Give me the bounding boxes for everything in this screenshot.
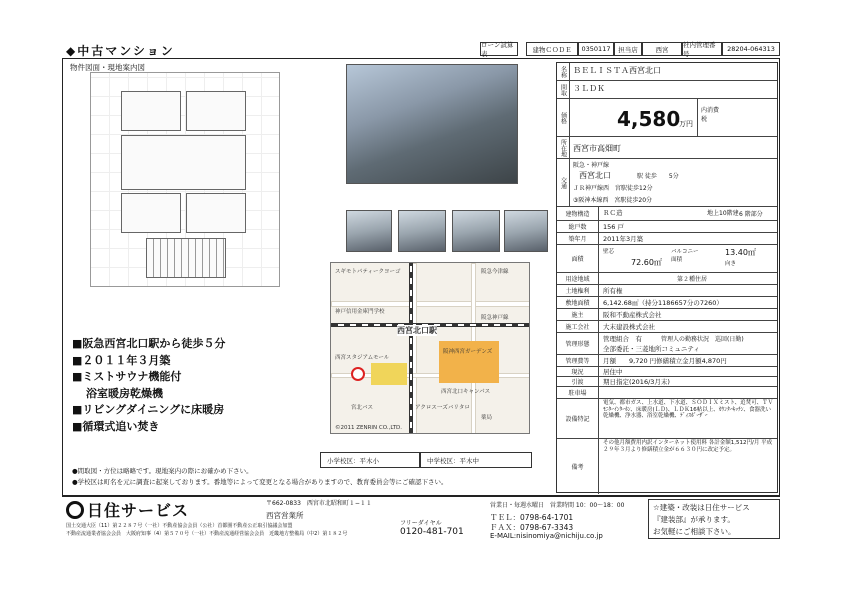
photo-thumb-3 — [452, 210, 500, 252]
handover-label: 引渡 — [557, 377, 599, 386]
map-label: 阪神西宮ガーデンズ — [443, 349, 493, 355]
map-copyright: ©2011 ZENRIN CO.,LTD. — [335, 425, 403, 431]
parking-label: 駐車場 — [557, 387, 599, 398]
area: 72.60㎡ — [631, 258, 662, 267]
map-label: アクロス一ズバリタロ — [415, 405, 470, 411]
status-label: 現況 — [557, 367, 599, 376]
section-label: 物件図面・現地案内図 — [70, 63, 145, 72]
loan-box: ローン試算表 — [480, 42, 518, 56]
property-code: 0350117 — [578, 42, 614, 56]
area-type: 壁芯 — [603, 249, 615, 255]
property-code-label: 建物ＣＯＤＥ — [526, 42, 578, 56]
layout-label: 間取 — [557, 81, 570, 98]
school-elementary: 小学校区：平木小 — [320, 452, 420, 468]
footer-office: 西宮営業所 — [266, 511, 304, 520]
units-label: 総戸数 — [557, 221, 599, 232]
map-label: スギモトパティークヨーゴ — [335, 269, 401, 275]
mgmt-label: 管理形態 — [557, 333, 599, 354]
structure-label: 建物構造 — [557, 207, 599, 220]
branch: 西宮 — [642, 42, 682, 56]
footer-email[interactable]: E-MAIL:nisinomiya@nichiju.co.jp — [490, 532, 603, 540]
footer-license: 国土交通大臣（11）第２２８７号（一社）不動産協会会員（公社）首都圏不動産公正取引協議会加盟 — [66, 523, 293, 529]
photo-thumb-1 — [346, 210, 392, 252]
map-station-label: 西宮北口駅 — [397, 326, 437, 335]
handover: 期日指定(2016/3月末) — [603, 378, 670, 386]
address: 西宮市高畑町 — [573, 144, 621, 153]
footer-hours: 営業日・毎週水曜日 営業時間 10：00〜18：00 — [490, 502, 625, 509]
site-area-label: 敷地面積 — [557, 297, 599, 308]
floors: 地上10階建 — [707, 210, 739, 217]
freedial-number: 0120-481-701 — [400, 527, 464, 537]
units: 156 戸 — [603, 223, 624, 231]
note-line: ●学校区は町名を元に調査に起案しております。番地等によって変更となる場合がありますので、教育委員会等にご確認下さい。 — [72, 478, 448, 486]
school-junior-high: 中学校区：平木中 — [420, 452, 532, 468]
developer: 阪和不動産株式会社 — [603, 311, 662, 319]
map-label: 阪急今津線 — [481, 269, 509, 275]
renovation-cta — [648, 499, 780, 539]
feature-item: 浴室暖房乾燥機 — [86, 386, 163, 400]
traffic-line: 阪急・神戸線 — [573, 162, 610, 169]
feature-item: ■リビングダイニングに床暖房 — [72, 403, 225, 416]
name-label: 名称 — [557, 63, 570, 80]
remarks-label: 備考 — [557, 439, 599, 494]
status: 居住中 — [603, 368, 623, 376]
address-label: 所在地 — [557, 137, 570, 158]
cta-line: ☆建築・改装は日住サービス — [653, 503, 750, 512]
map-label: 西宮北口キャンパス — [441, 389, 491, 395]
map-label: 薬局 — [481, 415, 493, 421]
logo-mark-icon — [66, 501, 84, 519]
mgmt-union: 管理組合 有 — [603, 335, 642, 343]
location-map — [330, 262, 530, 434]
map-label: 神戸信用金庫門学校 — [335, 309, 385, 315]
land-right: 所有権 — [603, 287, 623, 295]
balcony: 13.40㎡ — [725, 248, 756, 257]
land-right-label: 土地権利 — [557, 285, 599, 296]
remarks: その他月額費用内訳インターネット使用料 各計金額1,512円/月 平成２９年３月より修繕積立金が６６３０円に改定予定。 — [603, 440, 773, 453]
company-logo — [66, 498, 189, 521]
equip-label: 設備特記 — [557, 399, 599, 438]
mgmt-work: 管理人の勤務状況 巡回(日勤) — [661, 336, 744, 343]
traffic-station: 西宮北口 — [579, 171, 611, 180]
map-label: 宮北バス — [351, 405, 374, 411]
footer-fax: ＦＡＸ：0798-67-3343 — [490, 523, 574, 532]
developer-label: 施主 — [557, 309, 599, 320]
cta-line: お気軽にご相談下さい。 — [653, 527, 736, 536]
branch-label: 担当店 — [614, 42, 642, 56]
equipment: 電気、都市ガス、上水道、下水道、ＳＯＤＩＸミスト、追焚可、ＴＶﾓﾆﾀｰｲﾝﾀｰﾎﾝ、床暖房(ＬＤ)、ＬＤＫ16帖以上、ｶｳﾝﾀｰｷｯﾁﾝ、食器洗い乾燥機、浄水器、浴室乾燥機、ﾃﾞｨｽﾎﾟｰｻﾞｰ — [603, 400, 774, 420]
mgmt-company: 全部委託・三菱地所コミュニティ — [603, 345, 700, 353]
tax-label: 内消費税 — [701, 107, 720, 123]
price: 4,580 — [617, 107, 681, 131]
floor-no: 6 階部分 — [739, 211, 763, 218]
property-name: ＢＥＬＩＳＴＡ西宮北口 — [573, 66, 661, 75]
footer-license: 不動産流通業者協会会員 大阪府知事（4）第５７０号（一社）不動産流通経営協会会員 近畿地方整備局（中2）第１８２号 — [66, 531, 348, 537]
freedial-label: フリーダイヤル — [400, 520, 442, 527]
feature-list — [72, 336, 225, 435]
building-photo — [346, 64, 518, 184]
note-line: ●間取図・方位は略略です。現地案内の際にお確かめ下さい。 — [72, 467, 253, 475]
traffic-line: ③阪神本線西 宮駅徒歩20分 — [573, 197, 653, 204]
floor-plan — [90, 72, 280, 287]
footer-address: 〒662-0833 西宮市北昭和町１−１１ — [266, 500, 372, 507]
built: 2011年3月築 — [603, 235, 644, 243]
fee-label: 管理費等 — [557, 355, 599, 366]
price-unit: 万円 — [679, 120, 693, 128]
map-label: 阪急神戸線 — [481, 315, 509, 321]
layout: ３ＬＤＫ — [573, 84, 605, 93]
logo-text: 日住サービス — [87, 501, 190, 520]
traffic-label: 交通 — [557, 159, 570, 206]
builder: 大末建設株式会社 — [603, 323, 655, 331]
structure: ＲＣ造 — [603, 209, 623, 217]
price-label: 価格 — [557, 99, 570, 136]
property-marker-icon — [351, 367, 365, 381]
built-label: 築年月 — [557, 233, 599, 244]
footer-tel: ＴＥＬ：0798-64-1701 — [490, 513, 574, 522]
property-table — [556, 62, 778, 493]
direction-label: 向き — [725, 261, 737, 267]
feature-item: ■２０１１年３月築 — [72, 353, 171, 367]
photo-thumb-4 — [504, 210, 548, 252]
area-label: 面積 — [557, 245, 599, 272]
photo-thumb-2 — [398, 210, 446, 252]
builder-label: 施工会社 — [557, 321, 599, 332]
zoning-label: 用途地域 — [557, 273, 599, 284]
feature-item: ■阪急西宮北口駅から徒歩５分 — [72, 337, 226, 350]
zoning: 第２種住居 — [677, 276, 708, 283]
fee: 月額 9,720 円修繕積立金月額4,870円 — [603, 357, 727, 365]
traffic-walk: 駅 徒歩 5分 — [637, 173, 679, 180]
map-label: 西宮スタジアムモール — [335, 355, 390, 361]
internal-no-label: 社内管理番号 — [682, 42, 722, 56]
notes — [72, 466, 448, 488]
internal-no: 28204-064313 — [722, 42, 780, 56]
feature-item: ■循環式追い焚き — [72, 419, 160, 433]
feature-item: ■ミストサウナ機能付 — [72, 370, 182, 383]
page-title: ◆中古マンション — [66, 44, 175, 58]
traffic-line: ＪＲ神戸線西 宮駅徒歩12分 — [573, 185, 653, 192]
site-area: 6,142.68㎡（持分1186657分の7260） — [603, 299, 723, 307]
balcony-label: バルコニー面積 — [671, 249, 699, 263]
cta-line: 『建装部』が承ります。 — [653, 515, 735, 524]
